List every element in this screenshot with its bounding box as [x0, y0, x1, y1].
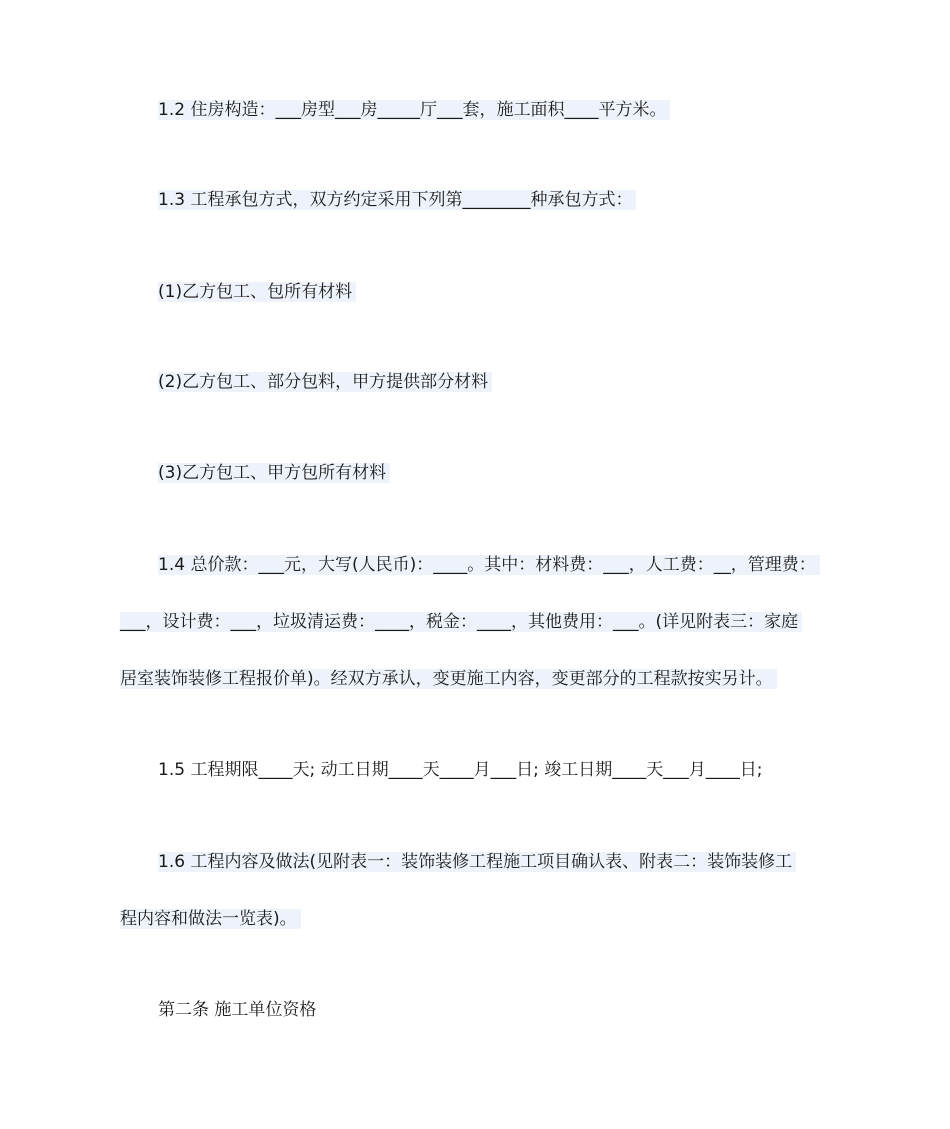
clause-1-5-text: 1.5 工程期限____天; 动工日期____天____月___日; 竣工日期____天___月____日; — [158, 760, 763, 780]
option-2-text: (2)乙方包工、部分包料，甲方提供部分材料 — [158, 372, 492, 392]
clause-1-4-text-1: 1.4 总价款：___元，大写(人民币)：____。其中：材料费：___，人工费：__，管理费： — [158, 555, 820, 575]
clause-1-3-text: 1.3 工程承包方式，双方约定采用下列第________种承包方式： — [158, 190, 636, 210]
clause-1-6-line-2 — [120, 906, 301, 932]
clause-1-5-line — [158, 757, 762, 783]
clause-1-3-line — [158, 187, 636, 213]
clause-1-6-text-1: 1.6 工程内容及做法(见附表一：装饰装修工程施工项目确认表、附表二：装饰装修工 — [158, 852, 796, 872]
clause-1-2-text: 1.2 住房构造：___房型___房_____厅___套，施工面积____平方米。 — [158, 100, 670, 120]
option-1-line — [158, 279, 356, 305]
article-2-heading: 第二条 施工单位资格 — [158, 1000, 317, 1020]
clause-1-6-line-1 — [158, 849, 796, 875]
article-2-heading-line — [158, 997, 316, 1023]
option-1-text: (1)乙方包工、包所有材料 — [158, 282, 356, 302]
clause-1-4-text-3: 居室装饰装修工程报价单)。经双方承认，变更施工内容，变更部分的工程款按实另计。 — [120, 669, 777, 689]
clause-1-4-line-3 — [120, 666, 777, 692]
clause-1-6-text-2: 程内容和做法一览表)。 — [120, 909, 301, 929]
option-2-line — [158, 369, 492, 395]
option-3-text: (3)乙方包工、甲方包所有材料 — [158, 463, 390, 483]
option-3-line — [158, 460, 390, 486]
clause-1-4-text-2: ___，设计费：___，垃圾清运费：____，税金：____，其他费用：___。(详见附表三：家庭 — [120, 612, 802, 632]
clause-1-4-line-2 — [120, 609, 802, 635]
clause-1-2-line — [158, 97, 670, 123]
clause-1-4-line-1 — [158, 552, 820, 578]
